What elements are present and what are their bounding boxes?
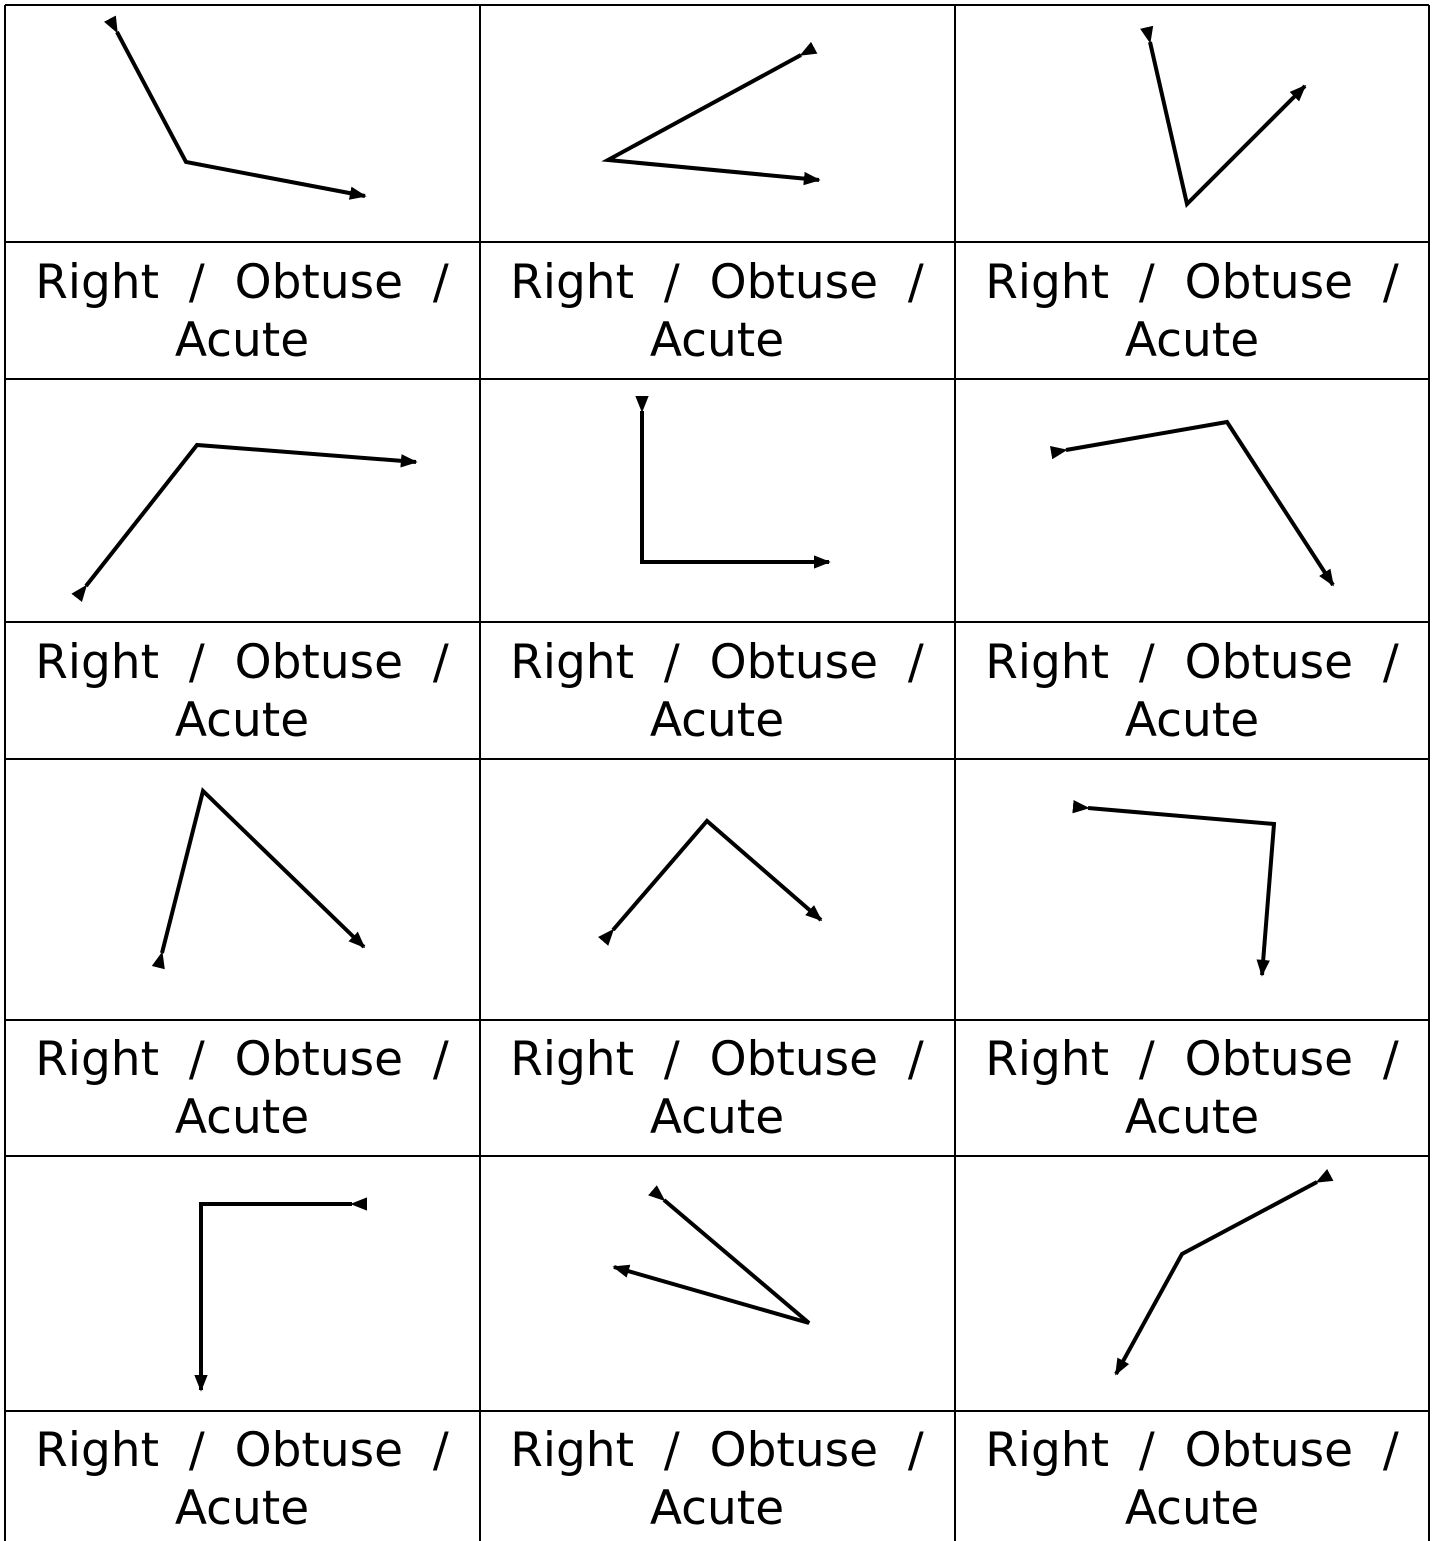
choice-line-2: Acute (1124, 313, 1260, 368)
angle-figure-1 (117, 32, 365, 196)
choice-line-2: Acute (649, 313, 785, 368)
choice-line-1: Right / Obtuse / (510, 1423, 924, 1478)
angle-choice-label (34, 1031, 450, 1147)
choice-line-2: Acute (649, 1090, 785, 1145)
choice-line-1: Right / Obtuse / (35, 1032, 449, 1087)
angle-choice-label (984, 634, 1400, 750)
angle-choice-label (509, 1031, 925, 1147)
angle-choice-label (509, 254, 925, 370)
angle-figure-10 (201, 1204, 352, 1390)
choice-line-2: Acute (174, 313, 310, 368)
angle-figure-12 (1116, 1182, 1317, 1374)
angle-figure-6 (1066, 422, 1333, 585)
angle-figure-8 (613, 821, 821, 930)
angle-figure-7 (162, 791, 364, 953)
choice-line-2: Acute (1124, 1090, 1260, 1145)
table-grid (5, 5, 1429, 1541)
choice-line-1: Right / Obtuse / (35, 255, 449, 310)
angle-figure-5 (642, 411, 829, 562)
angle-choice-label (509, 1422, 925, 1538)
choice-line-2: Acute (174, 693, 310, 748)
choice-line-1: Right / Obtuse / (35, 1423, 449, 1478)
angle-figure-4 (86, 445, 416, 586)
choice-line-2: Acute (1124, 693, 1260, 748)
angle-choice-label (34, 254, 450, 370)
choice-line-1: Right / Obtuse / (510, 635, 924, 690)
angle-figure-2 (608, 55, 819, 180)
angle-figure-3 (1150, 42, 1305, 204)
angle-figure-9 (1088, 808, 1274, 975)
choice-line-1: Right / Obtuse / (510, 1032, 924, 1087)
choice-line-1: Right / Obtuse / (985, 255, 1399, 310)
choice-line-2: Acute (649, 1481, 785, 1536)
angle-choice-label (984, 254, 1400, 370)
choice-line-1: Right / Obtuse / (35, 635, 449, 690)
choice-line-2: Acute (174, 1481, 310, 1536)
angle-choice-label (509, 634, 925, 750)
choice-line-1: Right / Obtuse / (985, 1423, 1399, 1478)
choice-line-2: Acute (649, 693, 785, 748)
angle-choice-label (984, 1031, 1400, 1147)
choice-line-2: Acute (1124, 1481, 1260, 1536)
choice-line-1: Right / Obtuse / (985, 1032, 1399, 1087)
choice-line-1: Right / Obtuse / (510, 255, 924, 310)
choice-line-2: Acute (174, 1090, 310, 1145)
angle-choice-label (34, 1422, 450, 1538)
choice-line-1: Right / Obtuse / (985, 635, 1399, 690)
angle-choice-label (984, 1422, 1400, 1538)
angle-figure-11 (614, 1200, 809, 1323)
angle-choice-label (34, 634, 450, 750)
